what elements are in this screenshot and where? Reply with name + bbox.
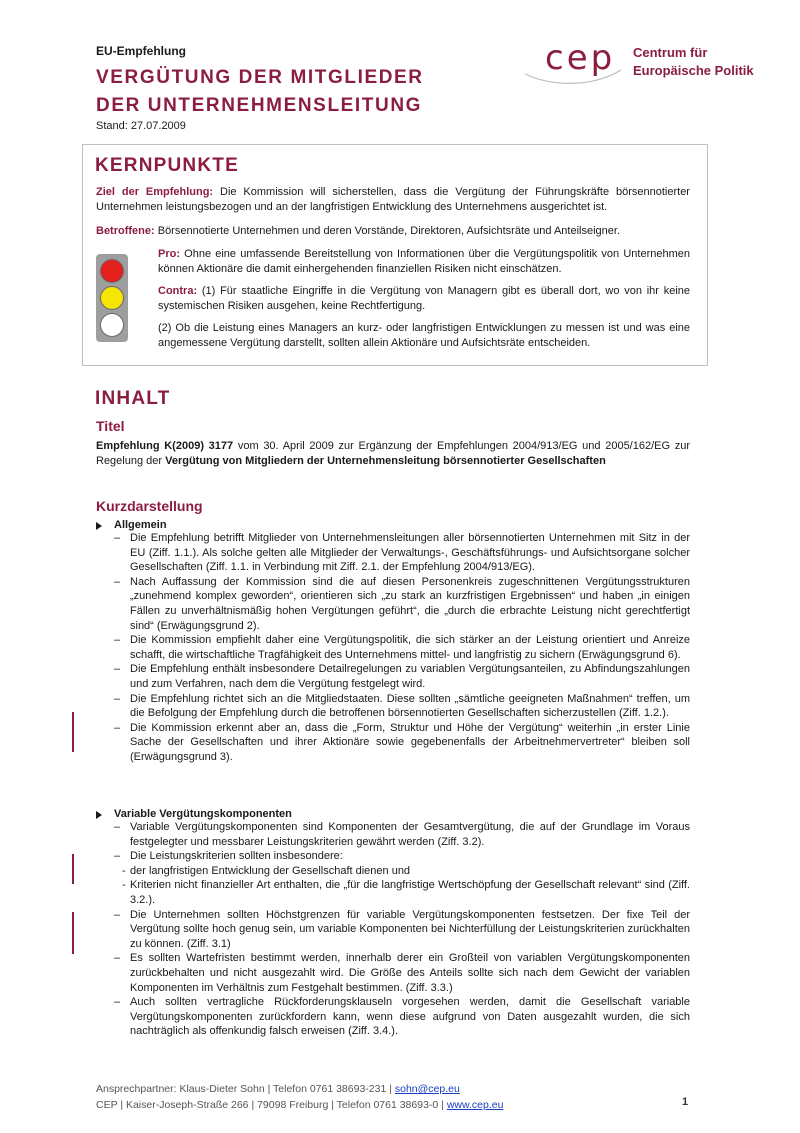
ziel-text: Die Kommission will sicherstellen, dass die Vergütung der Führungskräfte börsennotierter Unternehmen leistungsbezogen und an der langfristigen Entwicklung des Unternehmens ausgerichtet ist. [96, 186, 690, 213]
footer [96, 1081, 503, 1113]
org-line-1: Centrum für [633, 45, 708, 60]
variable-list [114, 820, 690, 1039]
betroffene-text: Börsennotierte Unternehmen und deren Vorstände, Direktoren, Aufsichtsräte und Anteilseigner. [154, 225, 621, 237]
allgemein-section [114, 519, 690, 765]
email-link[interactable]: sohn@cep.eu [394, 1083, 460, 1095]
list-item: – Variable Vergütungskomponenten sind Komponenten der Gesamtvergütung, die auf der Grundlage im Voraus festgelegter und messbarer Leistungskriterien gewährt werden (Ziff. 3.2). [114, 820, 690, 849]
sublist-item: - Kriterien nicht finanzieller Art enthalten, die „für die langfristige Wertschöpfung der Gesellschaft relevant“ sind (Ziff. 3.2.). [122, 878, 690, 907]
variable-label: Variable Vergütungskomponenten [114, 808, 292, 820]
allgemein-heading [114, 519, 690, 531]
list-item: – Es sollten Wartefristen bestimmt werden, innerhalb derer ein Großteil von variablen Vergütungskomponenten zurückbehalten und nicht ausgezahlt wird. Die Größe des Anteils sollte sich nach dem Gewicht der variablen Komponenten im Verhältnis zum Festgehalt bestimmen. (Ziff. 3.3.) [114, 951, 690, 995]
traffic-light-icon [96, 254, 128, 342]
pro-text: Ohne eine umfassende Bereitstellung von Informationen über die Vergütungspolitik von Unternehmen können Aktionäre die damit einhergehenden finanziellen Risiken nicht einschätzen. [158, 248, 690, 275]
criteria-sublist [122, 864, 690, 908]
contra-2-paragraph: (2) Ob die Leistung eines Managers an kurz- oder langfristigen Entwicklungen zu messen ist und was eine angemessene Vergütung darstellt, sollten allein Aktionäre und Aufsichtsräte entscheiden. [158, 322, 690, 349]
yellow-lamp-icon [100, 286, 124, 310]
margin-change-bar [72, 854, 74, 884]
title-line-1: VERGÜTUNG DER MITGLIEDER [96, 67, 424, 88]
title-line-2: DER UNTERNEHMENSLEITUNG [96, 95, 423, 116]
list-item: – Die Unternehmen sollten Höchstgrenzen für variable Vergütungskomponenten festsetzen. Der fixe Teil der Vergütung sollte hoch genug sein, um variable Komponenten bei Nichterfüllung der Leistungskriterien zurückhalten zu können. (Ziff. 3.1) [114, 908, 690, 952]
list-item [114, 849, 690, 907]
titel-text: vom 30. April 2009 zur Ergänzung der Empfehlungen 2004/913/EG und 2005/162/EG zur Regelung der [96, 440, 691, 467]
betroffene-paragraph [96, 224, 690, 239]
margin-change-bar [72, 912, 74, 954]
ziel-label: Ziel der Empfehlung: [96, 186, 214, 198]
footer-address [96, 1097, 503, 1113]
org-line-2: Europäische Politik [633, 63, 754, 78]
logo-wordmark: cep [545, 38, 616, 78]
document-date: Stand: 27.07.2009 [96, 120, 186, 132]
titel-heading: Titel [96, 418, 125, 434]
document-title [96, 64, 424, 120]
list-item: – Nach Auffassung der Kommission sind die auf diesen Personenkreis zugeschnittenen Vergütungsstrukturen „zunehmend komplex geworden“, orientieren sich „zu stark an kurzfristigen Ergebnissen“ und haben „in einigen Fällen zu unverhältnismäßig hohen Vergütungen geführt“, die „durch die erbrachte Leistung nicht gerechtfertigt sind“ (Erwägungsgrund 2). [114, 575, 690, 633]
ziel-paragraph [96, 185, 690, 215]
bullet-triangle-icon [96, 522, 102, 530]
list-item: – Die Empfehlung enthält insbesondere Detailregelungen zu variablen Vergütungsanteilen, zu Abfindungszahlungen und zum Verfahren, nach dem die Vergütung festgelegt wird. [114, 662, 690, 691]
titel-paragraph [96, 439, 690, 469]
variable-heading [114, 808, 690, 820]
document-category: EU-Empfehlung [96, 44, 186, 58]
inhalt-heading: INHALT [95, 388, 171, 409]
recommendation-number: Empfehlung K(2009) 3177 [96, 440, 234, 452]
pro-label: Pro: [158, 248, 180, 260]
footer-contact [96, 1081, 503, 1097]
allgemein-label: Allgemein [114, 519, 167, 531]
address-text: CEP | Kaiser-Joseph-Straße 266 | 79098 Freiburg | Telefon 0761 38693-0 | [96, 1099, 447, 1111]
recommendation-subject: Vergütung von Mitgliedern der Unternehmensleitung börsennotierter Gesellschaften [165, 455, 606, 467]
list-item: – Die Empfehlung betrifft Mitglieder von Unternehmensleitungen aller börsennotierten Unternehmen mit Sitz in der EU (Ziff. 1.1.). Als solche gelten alle Mitglieder der Verwaltungs-, Geschäftsführungs- und Aufsichtsorgane solcher Gesellschaften (Ziff. 1.1. in Verbindung mit Ziff. 2.1. der Empfehlung 2004/913/EG). [114, 531, 690, 575]
list-item: – Auch sollten vertragliche Rückforderungsklauseln vorgesehen werden, damit die Gesellschaft variable Vergütungskomponenten zurückfordern kann, wenn diese aufgrund von Daten ausgezahlt wurden, die sich nachträglich als offenkundig falsch erweisen (Ziff. 3.4.). [114, 995, 690, 1039]
list-item: – Die Kommission erkennt aber an, dass die „Form, Struktur und Höhe der Vergütung“ weiterhin „in erster Linie Sache der Gesellschaften und ihrer Aktionäre sowie gegebenenfalls der Arbeitnehmervertreter“ bleiben soll (Erwägungsgrund 3). [114, 721, 690, 765]
red-lamp-icon [100, 259, 124, 283]
pro-paragraph [158, 247, 690, 277]
sublist-item: - der langfristigen Entwicklung der Gesellschaft dienen und [122, 864, 690, 879]
allgemein-list [114, 531, 690, 765]
kernpunkte-heading: KERNPUNKTE [95, 155, 239, 176]
kurzdarstellung-heading: Kurzdarstellung [96, 498, 203, 514]
list-item-text: Die Leistungskriterien sollten insbesondere: [130, 850, 343, 863]
list-item: – Die Kommission empfiehlt daher eine Vergütungspolitik, die sich stärker an der Leistung orientiert und Anreize schafft, die wirtschaftliche Tragfähigkeit des Unternehmens mittel- und langfristig zu sichern (Erwägungsgrund 6). [114, 633, 690, 662]
white-lamp-icon [100, 313, 124, 337]
website-link[interactable]: www.cep.eu [446, 1099, 504, 1111]
contact-text: Ansprechpartner: Klaus-Dieter Sohn | Telefon 0761 38693-231 | [96, 1083, 395, 1095]
contra-paragraph [158, 284, 690, 314]
contra-text: (1) Für staatliche Eingriffe in die Vergütung von Managern gibt es überall dort, wo von ihr keine systemischen Risiken ausgehen, keine Rechtfertigung. [158, 285, 690, 312]
variable-section [114, 808, 690, 1039]
margin-change-bar [72, 712, 74, 752]
page-number: 1 [682, 1096, 689, 1108]
logo-organization [633, 44, 754, 80]
list-item: – Die Empfehlung richtet sich an die Mitgliedstaaten. Diese sollten „sämtliche geeigneten Maßnahmen“ treffen, um die Befolgung der Empfehlung durch die betroffenen börsennotierten Gesellschaften sicherzustellen (Ziff. 1.2.). [114, 692, 690, 721]
cep-logo [515, 30, 765, 100]
bullet-triangle-icon [96, 811, 102, 819]
betroffene-label: Betroffene: [96, 225, 155, 237]
contra-label: Contra: [158, 285, 198, 297]
